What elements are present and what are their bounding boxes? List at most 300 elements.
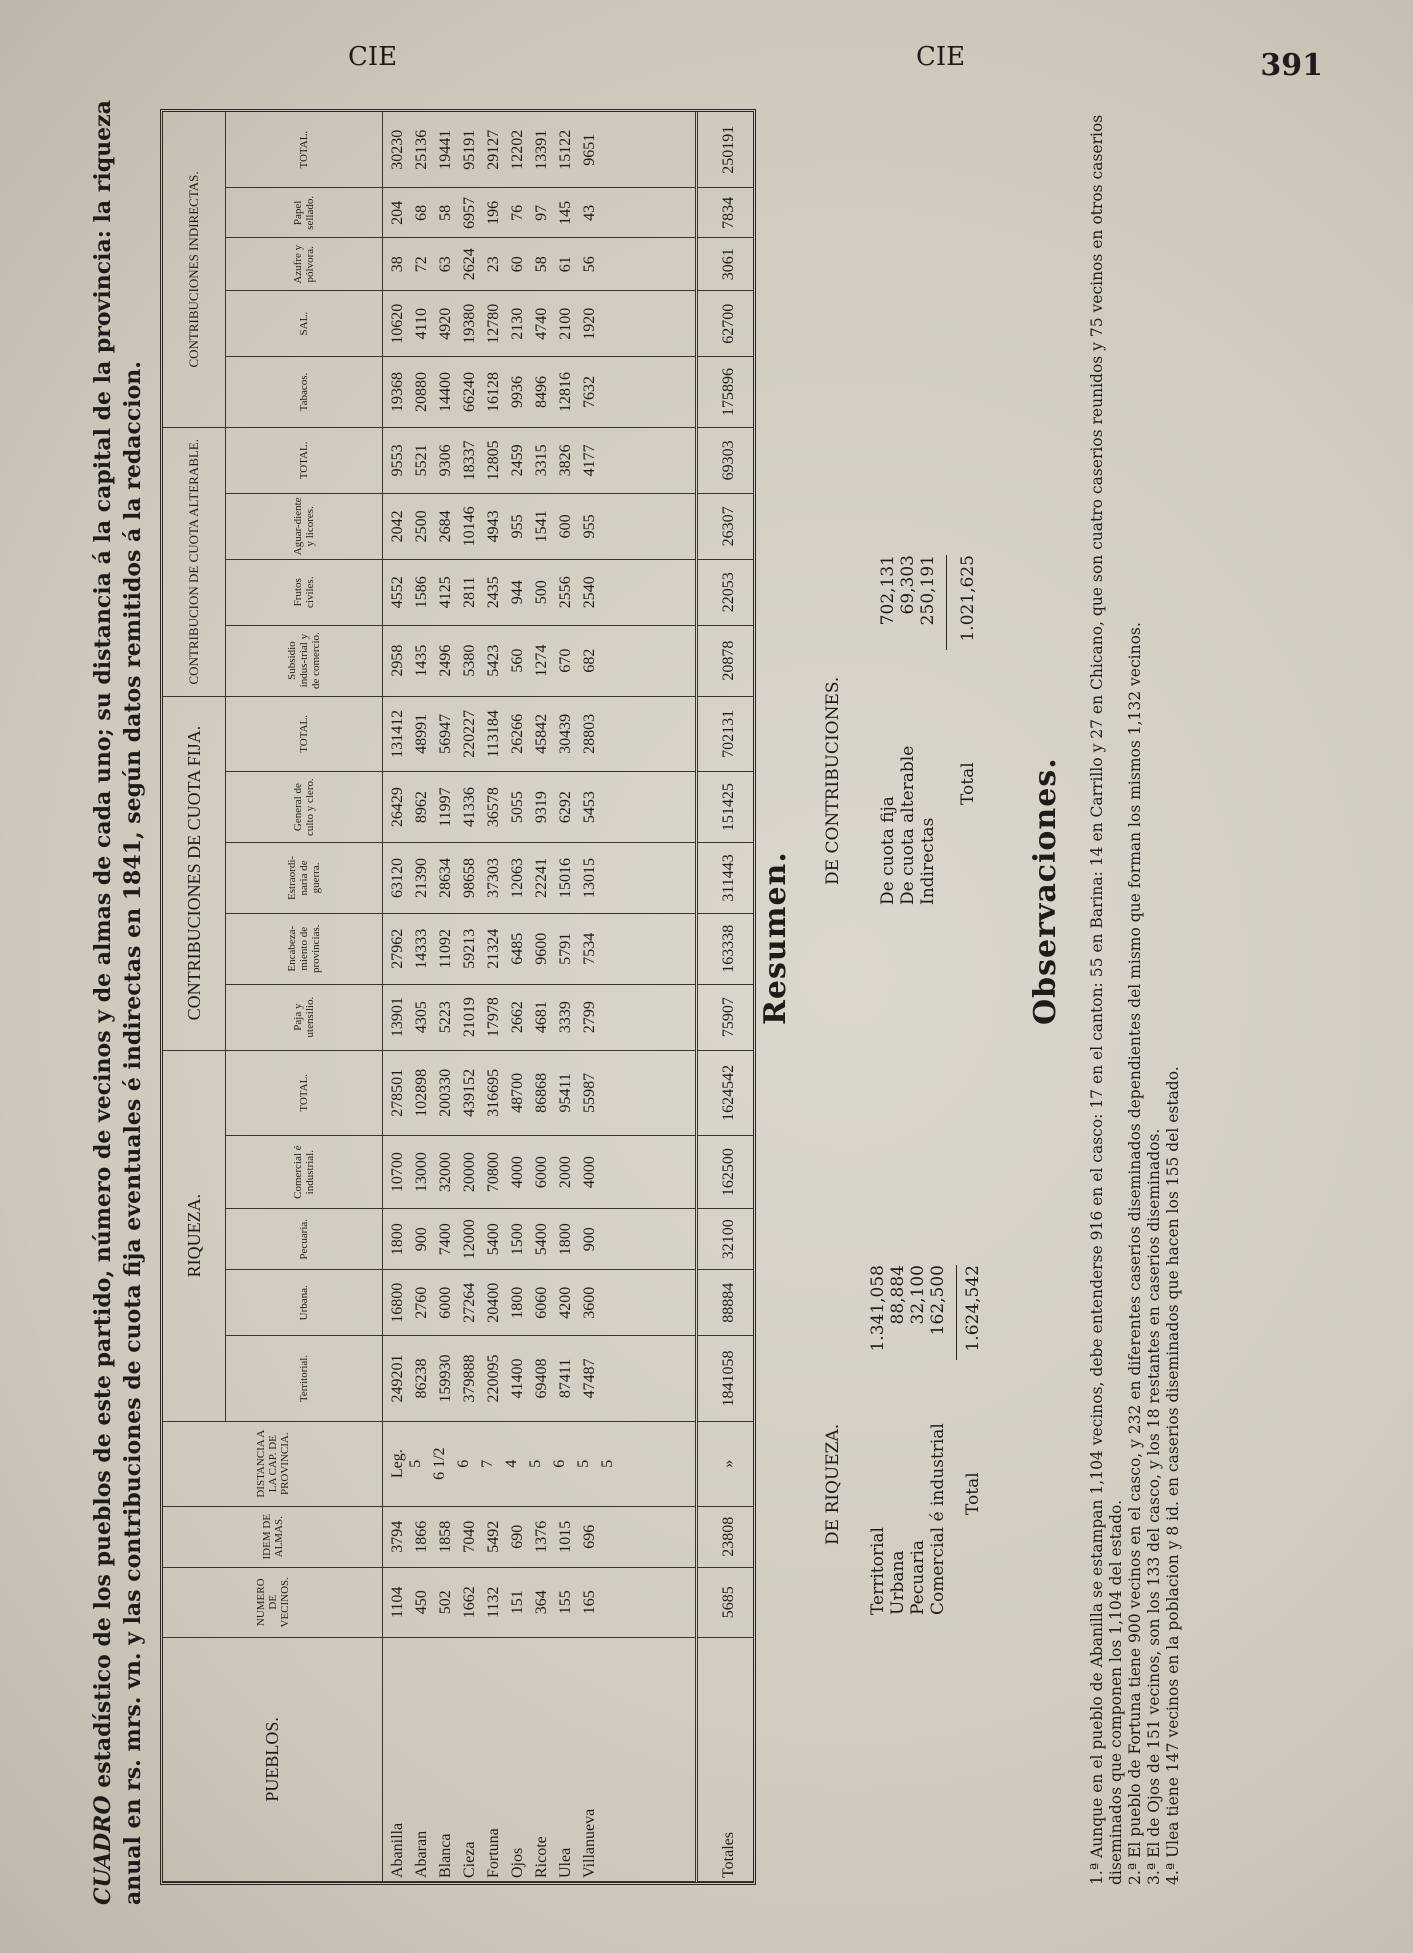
- table-cell: 86238: [413, 1358, 431, 1399]
- riqueza-summary-title: DE RIQUEZA.: [823, 1423, 843, 1545]
- table-cell: 7040: [461, 1520, 479, 1553]
- table-cell: 3794: [389, 1520, 407, 1553]
- value-column: [383, 427, 697, 493]
- rotated-content: [88, 5, 1238, 1905]
- subheader: Comercial é industrial.: [226, 1136, 383, 1209]
- header-cuota-fija: CONTRIBUCIONES DE CUOTA FIJA.: [163, 696, 226, 1050]
- table-cell: 2662: [509, 1001, 527, 1034]
- subheader: TOTAL.: [226, 696, 383, 772]
- table-cell: 22241: [533, 857, 551, 898]
- summary-label: Comercial é industrial: [928, 1423, 948, 1615]
- page-number: 391: [1260, 48, 1323, 83]
- table-cell: 5223: [437, 1001, 455, 1034]
- table-cell: 102898: [413, 1068, 431, 1117]
- table-cell: 5: [407, 1459, 425, 1468]
- table-cell: 4305: [413, 1001, 431, 1034]
- pueblo-name: Fortuna: [485, 1828, 503, 1878]
- table-cell: 2130: [509, 307, 527, 340]
- total-cell: 311443: [697, 843, 753, 914]
- table-cell: 26266: [509, 713, 527, 754]
- table-cell: 5: [527, 1459, 545, 1468]
- header-indirectas: CONTRIBUCIONES INDIRECTAS.: [163, 112, 226, 427]
- summary-row: [958, 555, 978, 805]
- total-cell: 1841058: [697, 1336, 753, 1421]
- table-cell: 5521: [413, 444, 431, 477]
- subheader: TOTAL.: [226, 427, 383, 493]
- total-cell: 151425: [697, 772, 753, 843]
- table-cell: 4000: [509, 1156, 527, 1189]
- table-cell: 59213: [461, 928, 479, 969]
- table-cell: 69408: [533, 1358, 551, 1399]
- table-cell: 6060: [533, 1286, 551, 1319]
- table-cell: 5423: [485, 644, 503, 677]
- table-cell: 68: [413, 204, 431, 221]
- table-cell: 500: [533, 580, 551, 605]
- table-cell: 249201: [389, 1354, 407, 1403]
- pueblo-name: Villanueva: [581, 1808, 599, 1878]
- table-cell: 16128: [485, 372, 503, 413]
- title-lead: CUADRO: [90, 1795, 116, 1905]
- table-cell: 12805: [485, 440, 503, 481]
- total-cell: 702131: [697, 696, 753, 772]
- table-cell: 9306: [437, 444, 455, 477]
- pueblo-name: Abaran: [413, 1830, 431, 1878]
- table-cell: 316695: [485, 1068, 503, 1117]
- table-cell: 2811: [461, 576, 479, 608]
- table-cell: 55987: [581, 1072, 599, 1113]
- table-cell: 56947: [437, 713, 455, 754]
- table-cell: 9651: [581, 133, 599, 166]
- table-cell: 4125: [437, 576, 455, 609]
- table-cell: 6 1/2: [431, 1447, 449, 1480]
- table-cell: 17978: [485, 997, 503, 1038]
- table-cell: 3600: [581, 1286, 599, 1319]
- contribuciones-summary-title: DE CONTRIBUCIONES.: [823, 676, 843, 885]
- value-column: [383, 772, 697, 843]
- table-cell: 2540: [581, 576, 599, 609]
- value-column: [383, 291, 697, 357]
- table-cell: 10146: [461, 506, 479, 547]
- subheader: Papel sellado.: [226, 188, 383, 238]
- table-cell: 670: [557, 648, 575, 673]
- table-cell: 278501: [389, 1068, 407, 1117]
- summary-row: [963, 1265, 983, 1515]
- table-cell: 439152: [461, 1068, 479, 1117]
- table-cell: 72: [413, 256, 431, 273]
- header-pueblos: PUEBLOS.: [163, 1637, 383, 1881]
- value-column: [383, 1336, 697, 1421]
- leg-unit: Leg.: [389, 1449, 407, 1479]
- table-cell: 15016: [557, 857, 575, 898]
- subheader: General de culto y clero.: [226, 772, 383, 843]
- subheader: Estraordi-naria de guerra.: [226, 843, 383, 914]
- table-cell: 900: [413, 1227, 431, 1252]
- table-cell: 1800: [557, 1223, 575, 1256]
- table-cell: 220095: [485, 1354, 503, 1403]
- table-cell: 1858: [437, 1520, 455, 1553]
- table-cell: 98658: [461, 857, 479, 898]
- note-item: 3.ª El de Ojos de 151 vecinos, son los 133 del casco, y los 18 restantes en caserios diseminados.: [1145, 1128, 1163, 1885]
- table-cell: 13901: [389, 997, 407, 1038]
- body-row-block: [383, 112, 697, 1882]
- table-cell: 43: [581, 204, 599, 221]
- table-cell: 2000: [557, 1156, 575, 1189]
- total-cell: 23808: [697, 1506, 753, 1567]
- table-cell: 7632: [581, 376, 599, 409]
- table-cell: 364: [533, 1590, 551, 1615]
- subheader: Frutos civiles.: [226, 559, 383, 625]
- subheader: Paja y utensilio.: [226, 984, 383, 1050]
- total-cell: 3061: [697, 238, 753, 291]
- table-cell: 7400: [437, 1223, 455, 1256]
- pueblo-name: Abanilla: [389, 1822, 407, 1878]
- table-cell: 5: [599, 1459, 617, 1468]
- summary-value: 1.021,625: [958, 555, 978, 642]
- table-cell: 56: [581, 256, 599, 273]
- table-cell: 2799: [581, 1001, 599, 1034]
- table-cell: 19380: [461, 303, 479, 344]
- summary-value: 702,131: [878, 555, 898, 626]
- total-cell: 22053: [697, 559, 753, 625]
- table-cell: 61: [557, 256, 575, 273]
- table-cell: 4920: [437, 307, 455, 340]
- table-cell: 450: [413, 1590, 431, 1615]
- table-cell: 955: [509, 514, 527, 539]
- table-cell: 1920: [581, 307, 599, 340]
- table-cell: 502: [437, 1590, 455, 1615]
- table-cell: 6000: [437, 1286, 455, 1319]
- table-cell: 47487: [581, 1358, 599, 1399]
- total-cell: 163338: [697, 913, 753, 984]
- table-cell: 5400: [533, 1223, 551, 1256]
- table-cell: 6292: [557, 791, 575, 824]
- table-cell: 10700: [389, 1152, 407, 1193]
- header-riqueza: RIQUEZA.: [163, 1050, 226, 1421]
- table-cell: 9600: [533, 932, 551, 965]
- summary-value: 88,884: [888, 1265, 908, 1325]
- table-cell: 1541: [533, 510, 551, 543]
- pueblo-name: Ojos: [509, 1847, 527, 1878]
- table-cell: 5400: [485, 1223, 503, 1256]
- total-cell: 250191: [697, 112, 753, 188]
- total-cell: 26307: [697, 493, 753, 559]
- value-column: [383, 238, 697, 291]
- pueblo-name: Blanca: [437, 1833, 455, 1878]
- riqueza-summary-total: [963, 1265, 983, 1515]
- subheader: Tabacos.: [226, 357, 383, 428]
- subheader: SAL.: [226, 291, 383, 357]
- table-cell: 20880: [413, 372, 431, 413]
- table-cell: 13000: [413, 1152, 431, 1193]
- table-cell: 20400: [485, 1282, 503, 1323]
- header-vecinos: NUMERO DE VECINOS.: [163, 1567, 383, 1637]
- value-column: [383, 1209, 697, 1270]
- table-cell: 4110: [413, 307, 431, 340]
- total-cell: 32100: [697, 1209, 753, 1270]
- table-cell: 2760: [413, 1286, 431, 1319]
- summary-label: Territorial: [868, 1527, 888, 1615]
- total-cell: 88884: [697, 1270, 753, 1336]
- table-cell: 6000: [533, 1156, 551, 1189]
- summary-row: [928, 1265, 948, 1615]
- table-cell: 58: [437, 204, 455, 221]
- table-cell: 10620: [389, 303, 407, 344]
- table-cell: 21390: [413, 857, 431, 898]
- total-cell: 5685: [697, 1567, 753, 1637]
- table-cell: 690: [509, 1524, 527, 1549]
- table-cell: 8962: [413, 791, 431, 824]
- summary-row: [898, 555, 918, 905]
- table-cell: 3826: [557, 444, 575, 477]
- table-cell: 1376: [533, 1520, 551, 1553]
- table-cell: 4200: [557, 1286, 575, 1319]
- table-cell: 113184: [485, 710, 503, 758]
- table-cell: 155: [557, 1590, 575, 1615]
- total-cell: 1624542: [697, 1050, 753, 1135]
- total-cell: 175896: [697, 357, 753, 428]
- summary-value: 250,191: [918, 555, 938, 626]
- table-cell: 131412: [389, 709, 407, 758]
- table-cell: 86868: [533, 1072, 551, 1113]
- table-cell: 151: [509, 1590, 527, 1615]
- table-cell: 2624: [461, 248, 479, 281]
- subheader: Pecuaria.: [226, 1209, 383, 1270]
- table-cell: 900: [581, 1227, 599, 1252]
- riqueza-summary-list: [868, 1265, 948, 1615]
- value-column: [383, 493, 697, 559]
- table-cell: 5055: [509, 791, 527, 824]
- table-cell: 560: [509, 648, 527, 673]
- total-cell: 62700: [697, 291, 753, 357]
- table-cell: 30230: [389, 129, 407, 170]
- totals-label: Totales: [697, 1637, 753, 1881]
- summary-label: Pecuaria: [908, 1539, 928, 1615]
- table-cell: 19368: [389, 372, 407, 413]
- value-column: [383, 357, 697, 428]
- table-cell: 204: [389, 200, 407, 225]
- pueblo-column: [383, 1637, 697, 1881]
- value-column: [383, 1050, 697, 1135]
- note-item: 1.ª Aunque en el pueblo de Abanilla se estampan 1,104 vecinos, debe entenderse 916 en el casco: 17 en el canton: 55 en Barina: 14 en Carrillo y 27 en Chicano, que son cuatro caserios reunidos y 75 vecinos en otros caserios diseminados que componen los 1,104 del estado.: [1088, 114, 1125, 1885]
- table-cell: 8496: [533, 376, 551, 409]
- table-cell: 6485: [509, 932, 527, 965]
- table-cell: 696: [581, 1524, 599, 1549]
- table-cell: 26429: [389, 787, 407, 828]
- summary-row: [918, 555, 938, 905]
- title-text: estadístico de los pueblos de este partido, número de vecinos y de almas de cada uno; su distancia á la capital de la provincia: la riqueza anual en rs. mrs. vn. y las contribuciones de cuota fija eventuales é indirectas en 1841, según datos remitidos á la redaccion.: [90, 100, 146, 1905]
- table-cell: 41336: [461, 787, 479, 828]
- summary-label: De cuota fija: [878, 796, 898, 905]
- table-cell: 2500: [413, 510, 431, 543]
- value-column: [383, 1567, 697, 1637]
- value-column: [383, 1270, 697, 1336]
- table-cell: 5: [575, 1459, 593, 1468]
- note-item: 2.ª El pueblo de Fortuna tiene 900 vecinos en el casco, y 232 en diferentes caserios diseminados dependientes del mismo que forman los mismos 1,132 vecinos.: [1126, 622, 1144, 1885]
- header-cuota-alterable: CONTRIBUCION DE CUOTA ALTERABLE.: [163, 427, 226, 696]
- table-cell: 21324: [485, 928, 503, 969]
- subheader: Encabeza-miento de provincias.: [226, 913, 383, 984]
- summary-value: 69,303: [898, 555, 918, 615]
- table-cell: 2435: [485, 576, 503, 609]
- value-column: [383, 625, 697, 696]
- table-cell: 28634: [437, 857, 455, 898]
- value-column: [383, 984, 697, 1050]
- value-column: [383, 1136, 697, 1209]
- table-cell: 4: [503, 1459, 521, 1468]
- summary-rule: [956, 1265, 957, 1360]
- table-cell: 1800: [389, 1223, 407, 1256]
- table-cell: 5492: [485, 1520, 503, 1553]
- table-cell: 12816: [557, 372, 575, 413]
- table-cell: 63: [437, 256, 455, 273]
- table-cell: 1274: [533, 644, 551, 677]
- total-cell: »: [697, 1421, 753, 1506]
- summary-rule: [946, 555, 947, 650]
- table-cell: 19441: [437, 129, 455, 170]
- table-cell: 41400: [509, 1358, 527, 1399]
- table-cell: 76: [509, 204, 527, 221]
- table-cell: 95411: [557, 1073, 575, 1113]
- total-cell: 20878: [697, 625, 753, 696]
- table-cell: 45842: [533, 713, 551, 754]
- table-cell: 36578: [485, 787, 503, 828]
- table-cell: 12000: [461, 1219, 479, 1260]
- table-cell: 9319: [533, 791, 551, 824]
- value-column: [383, 112, 697, 188]
- table-cell: 1662: [461, 1586, 479, 1619]
- table-cell: 200330: [437, 1068, 455, 1117]
- table-cell: 12780: [485, 303, 503, 344]
- table-cell: 1500: [509, 1223, 527, 1256]
- table-cell: 29127: [485, 129, 503, 170]
- contribuciones-summary-list: [878, 555, 938, 905]
- table-cell: 6: [455, 1459, 473, 1468]
- table-cell: 63120: [389, 857, 407, 898]
- observaciones-notes: [1088, 45, 1183, 1885]
- table-cell: 1866: [413, 1520, 431, 1553]
- pueblo-name: Ulea: [557, 1847, 575, 1878]
- table-cell: 4740: [533, 307, 551, 340]
- contribuciones-summary-total: [958, 555, 978, 805]
- table-cell: 21019: [461, 997, 479, 1038]
- table-cell: 1015: [557, 1520, 575, 1553]
- table-cell: 4943: [485, 510, 503, 543]
- table-cell: 4177: [581, 444, 599, 477]
- table-cell: 1800: [509, 1286, 527, 1319]
- pueblo-name: Cieza: [461, 1841, 479, 1878]
- table-cell: 37303: [485, 857, 503, 898]
- value-column: [383, 1506, 697, 1567]
- table-cell: 944: [509, 580, 527, 605]
- table-cell: 165: [581, 1590, 599, 1615]
- table-cell: 1132: [485, 1586, 503, 1618]
- table-cell: 1435: [413, 644, 431, 677]
- summary-row: [878, 555, 898, 905]
- subheader: Urbana.: [226, 1270, 383, 1336]
- header-almas: IDEM DE ALMAS.: [163, 1506, 383, 1567]
- summary-label: Total: [963, 1472, 983, 1515]
- table-cell: 28803: [581, 713, 599, 754]
- table-cell: 159930: [437, 1354, 455, 1403]
- table-body: [383, 112, 697, 1882]
- value-column: [383, 696, 697, 772]
- table-cell: 9936: [509, 376, 527, 409]
- table-cell: 70800: [485, 1152, 503, 1193]
- note-item: 4.ª Ulea tiene 147 vecinos en la poblacion y 8 id. en caserios diseminados que hacen los 155 del estado.: [1164, 1066, 1182, 1885]
- table-cell: 2459: [509, 444, 527, 477]
- table-cell: 60: [509, 256, 527, 273]
- table-cell: 5380: [461, 644, 479, 677]
- resumen-heading: Resumen.: [758, 851, 793, 1025]
- table-cell: 220227: [461, 709, 479, 758]
- table-cell: 13015: [581, 857, 599, 898]
- table-cell: 6957: [461, 196, 479, 229]
- summary-label: Total: [958, 762, 978, 805]
- left-running-header: CIE: [348, 42, 398, 72]
- table-cell: 2556: [557, 576, 575, 609]
- table-cell: 13391: [533, 129, 551, 170]
- table-cell: 600: [557, 514, 575, 539]
- table-cell: 3315: [533, 444, 551, 477]
- table-cell: 2958: [389, 644, 407, 677]
- total-cell: 75907: [697, 984, 753, 1050]
- table-cell: 4552: [389, 576, 407, 609]
- table-cell: 15122: [557, 129, 575, 170]
- subheader: Aguar-diente y licores.: [226, 493, 383, 559]
- table-cell: 4681: [533, 1001, 551, 1034]
- total-cell: 69303: [697, 427, 753, 493]
- total-cell: 7834: [697, 188, 753, 238]
- table-cell: 95191: [461, 129, 479, 170]
- table-cell: 14400: [437, 372, 455, 413]
- subheader: TOTAL.: [226, 112, 383, 188]
- table-cell: 97: [533, 204, 551, 221]
- statistics-table: [163, 112, 753, 1882]
- value-column: [383, 1421, 697, 1506]
- table-cell: 196: [485, 200, 503, 225]
- summary-label: De cuota alterable: [898, 745, 918, 905]
- summary-value: 1.341,058: [868, 1265, 888, 1352]
- table-cell: 2100: [557, 307, 575, 340]
- table-cell: 2496: [437, 644, 455, 677]
- right-running-header: CIE: [916, 42, 966, 72]
- table-cell: 5791: [557, 932, 575, 965]
- summary-row: [868, 1265, 888, 1615]
- value-column: [383, 843, 697, 914]
- table-cell: 23: [485, 256, 503, 273]
- subheader: Subsidio indus-trial y de comercio.: [226, 625, 383, 696]
- totals-row: [697, 112, 753, 1882]
- table-cell: 66240: [461, 372, 479, 413]
- summary-row: [888, 1265, 908, 1615]
- table-cell: 27962: [389, 928, 407, 969]
- table-cell: 87411: [557, 1358, 575, 1399]
- statistics-table-frame: [160, 109, 756, 1885]
- table-cell: 38: [389, 256, 407, 273]
- table-title: [88, 25, 148, 1905]
- summary-row: [908, 1265, 928, 1615]
- value-column: [383, 188, 697, 238]
- table-cell: 18337: [461, 440, 479, 481]
- subheader: TOTAL.: [226, 1050, 383, 1135]
- table-cell: 2684: [437, 510, 455, 543]
- table-cell: 32000: [437, 1152, 455, 1193]
- table-cell: 11997: [437, 787, 455, 827]
- summary-value: 32,100: [908, 1265, 928, 1325]
- table-cell: 11092: [437, 929, 455, 969]
- summary-label: Indirectas: [918, 817, 938, 905]
- table-cell: 682: [581, 648, 599, 673]
